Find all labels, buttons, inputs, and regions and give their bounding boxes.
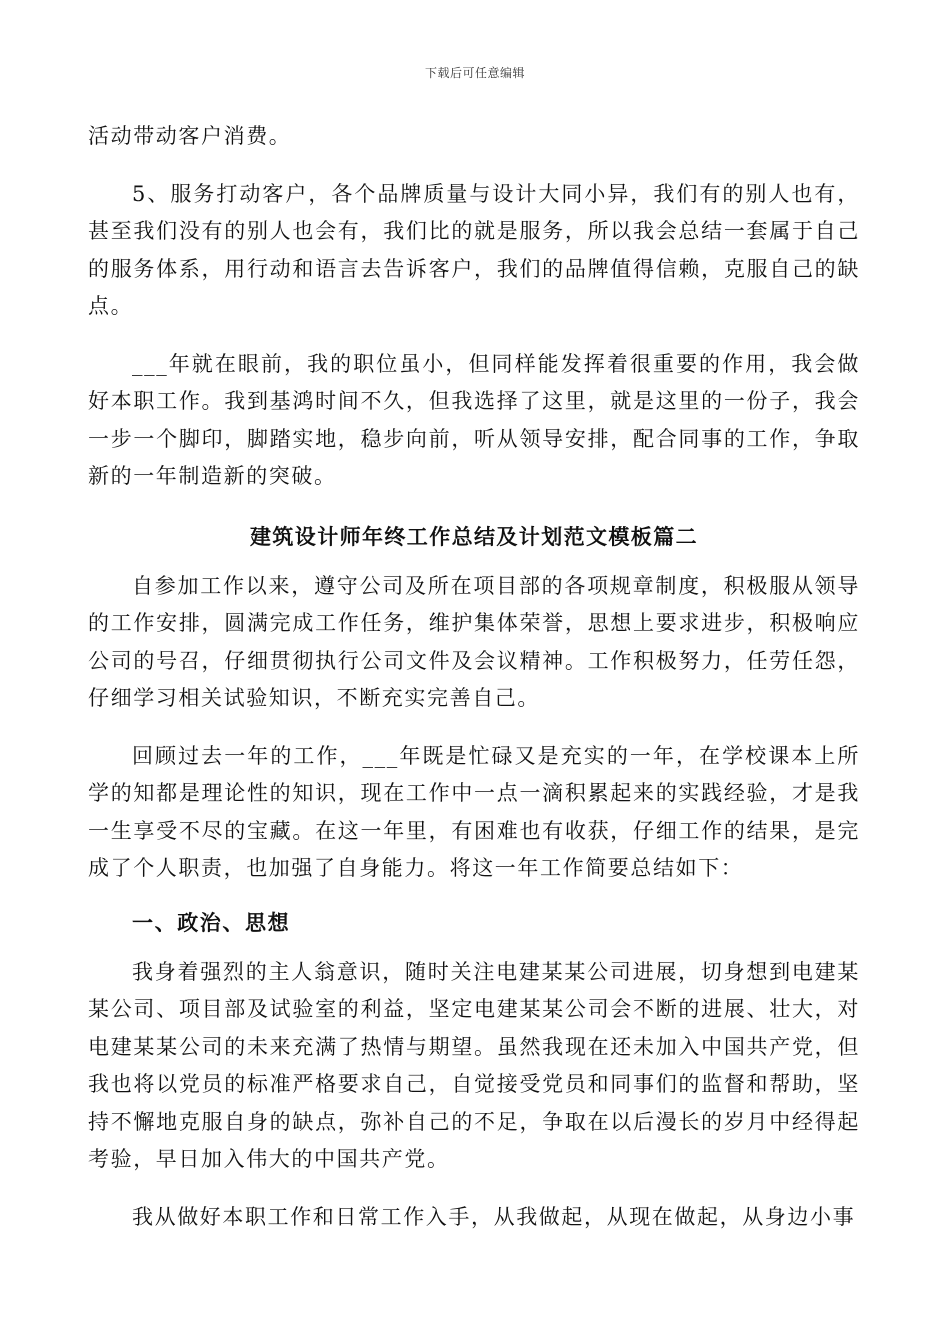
section-title: 建筑设计师年终工作总结及计划范文模板篇二 [250, 523, 698, 549]
page-header: 下载后可任意编辑 [424, 66, 525, 80]
paragraph-service: 5、服务打动客户，各个品牌质量与设计大同小异，我们有的别人也有，甚至我们没有的别人也会有，我们比的就是服务，所以我会总结一套属于自己的服务体系，用行动和语言去告诉客户，我们的品牌值得信赖，克服自己的缺点。 [88, 181, 860, 318]
heading-politics: 一、政治、思想 [132, 909, 291, 935]
document-body [88, 118, 860, 1236]
paragraph-intro: 自参加工作以来，遵守公司及所在项目部的各项规章制度，积极服从领导的工作安排，圆满完成工作任务，维护集体荣誉，思想上要求进步，积极响应公司的号召，仔细贯彻执行公司文件及会议精神。工作积极努力，任劳任怨，仔细学习相关试验知识，不断充实完善自己。 [88, 573, 860, 710]
paragraph-politics: 我身着强烈的主人翁意识，随时关注电建某某公司进展，切身想到电建某某公司、项目部及试验室的利益，坚定电建某某公司会不断的进展、壮大，对电建某某公司的未来充满了热情与期望。虽然我现在还未加入中国共产党，但我也将以党员的标准严格要求自己，自觉接受党员和同事们的监督和帮助，坚持不懈地克服自身的缺点，弥补自己的不足，争取在以后漫长的岁月中经得起考验，早日加入伟大的中国共产党。 [88, 959, 860, 1171]
paragraph-new-year: ___年就在眼前，我的职位虽小，但同样能发挥着很重要的作用，我会做好本职工作。我到基鸿时间不久，但我选择了这里，就是这里的一份子，我会一步一个脚印，脚踏实地，稳步向前，听从领导安排，配合同事的工作，争取新的一年制造新的突破。 [88, 351, 860, 488]
paragraph-daily-work: 我从做好本职工作和日常工作入手，从我做起，从现在做起，从身边小事 [132, 1204, 856, 1229]
paragraph-continuation: 活动带动客户消费。 [88, 124, 292, 148]
paragraph-review: 回顾过去一年的工作，___年既是忙碌又是充实的一年，在学校课本上所学的知都是理论性的知识，现在工作中一点一滴积累起来的实践经验，才是我一生享受不尽的宝藏。在这一年里，有困难也有收获，仔细工作的结果，是完成了个人职责，也加强了自身能力。将这一年工作简要总结如下： [88, 743, 860, 880]
